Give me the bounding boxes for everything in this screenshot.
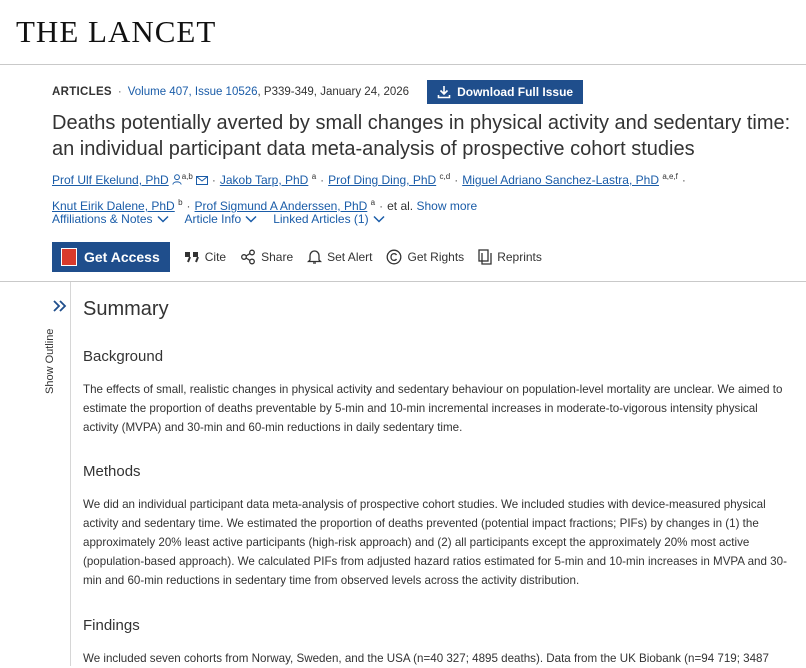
author-link[interactable]: Jakob Tarp, PhD — [219, 173, 309, 187]
get-access-label: Get Access — [84, 249, 160, 265]
cite-label: Cite — [204, 250, 227, 264]
findings-text: We included seven cohorts from Norway, Sweden, and the USA (n=40 327; 4895 deaths). Data from the UK Biobank (n=94 719; 3487 — [83, 652, 769, 665]
reprints-icon — [478, 249, 492, 265]
author-link[interactable]: Prof Sigmund A Anderssen, PhD — [194, 199, 368, 213]
show-outline-label[interactable]: Show Outline — [44, 328, 56, 394]
copyright-icon — [386, 249, 402, 265]
person-icon[interactable] — [172, 171, 182, 192]
author-separator: · — [320, 173, 325, 187]
abstract-panel — [70, 282, 806, 666]
chevron-down-icon — [245, 215, 257, 223]
chevron-down-icon — [373, 215, 385, 223]
get-access-button[interactable] — [52, 242, 170, 272]
article-info-toggle[interactable] — [185, 212, 258, 226]
reprints-button[interactable] — [478, 249, 542, 265]
author-separator: · — [211, 173, 216, 187]
volume-issue-link[interactable]: Volume 407, Issue 10526 — [127, 86, 258, 98]
set-alert-label: Set Alert — [327, 250, 373, 264]
author-separator: · — [379, 199, 384, 213]
download-full-issue-button[interactable] — [427, 80, 583, 104]
author-link[interactable]: Prof Ulf Ekelund, PhD — [52, 173, 169, 187]
lancet-logo[interactable]: THE LANCET — [16, 14, 217, 49]
email-icon[interactable] — [196, 171, 208, 192]
download-label: Download Full Issue — [457, 85, 574, 99]
methods-heading: Methods — [83, 463, 141, 480]
methods-text: We did an individual participant data meta-analysis of prospective cohort studies. We included studies with device-measured physical activity and sedentary time. We estimated the proportion of deaths prevented (potential impact fractions; PIFs) by changes in (1) the approximately 20% least active participants (high-risk approach) and (2) all participants except the approximately 20% most active (population-based approach). We calculated PIFs from adjusted hazard ratios estimated for 5-min and 10-min increases in MVPA and 30-min and 60-min reductions in sedentary time from observed levels across the activity distribution. — [83, 498, 787, 587]
pages-date: , P339-349, January 24, 2026 — [257, 86, 410, 98]
background-heading: Background — [83, 348, 164, 365]
linked-articles-toggle[interactable] — [273, 212, 384, 226]
share-button[interactable] — [240, 249, 293, 265]
background-text: The effects of small, realistic changes in physical activity and sedentary behaviour on population-level mortality are unclear. We aimed to estimate the proportion of deaths preventable by 5-min and 10-min incremental increases in moderate-to-vigorous intensity physical activity (MVPA) and 30-min and 60-min reductions in daily sedentary time. — [83, 383, 783, 434]
findings-heading: Findings — [83, 617, 140, 634]
double-chevron-right-icon[interactable] — [52, 298, 68, 314]
author-link[interactable]: Prof Ding Ding, PhD — [328, 173, 437, 187]
authors-etal: et al. — [387, 199, 414, 213]
quote-icon — [184, 251, 200, 263]
reprints-label: Reprints — [497, 250, 542, 264]
share-label: Share — [261, 250, 294, 264]
pdf-icon — [61, 248, 77, 266]
cite-button[interactable] — [184, 250, 226, 264]
article-meta — [52, 80, 583, 104]
summary-heading: Summary — [83, 298, 169, 320]
linked-articles-label: Linked Articles (1) — [273, 212, 369, 226]
author-separator: · — [454, 173, 459, 187]
author-link[interactable]: Miguel Adriano Sanchez-Lastra, PhD — [462, 173, 659, 187]
affiliation-sup: a — [370, 198, 376, 207]
affiliation-sup: a — [311, 172, 317, 181]
article-info-label: Article Info — [184, 212, 242, 226]
author-list — [52, 166, 792, 217]
meta-separator: · — [117, 86, 122, 98]
get-rights-button[interactable] — [386, 249, 464, 265]
affiliation-sup: a,e,f — [662, 172, 678, 181]
affiliations-notes-toggle[interactable] — [52, 212, 169, 226]
author-separator: · — [186, 199, 191, 213]
download-icon — [437, 85, 451, 99]
affiliation-sup: c,d — [439, 172, 451, 181]
author-link[interactable]: Knut Eirik Dalene, PhD — [52, 199, 175, 213]
article-title: Deaths potentially averted by small changes in physical activity and sedentary time: an individual participant data meta-analysis of prospective cohort studies — [52, 112, 791, 160]
show-more-link[interactable]: Show more — [416, 199, 478, 213]
article-info-links — [52, 212, 401, 226]
article-type: ARTICLES — [52, 86, 112, 98]
affiliation-sup: b — [178, 198, 183, 207]
affiliation-sup: a,b — [181, 172, 193, 181]
set-alert-button[interactable] — [307, 249, 372, 265]
author-separator: · — [681, 173, 686, 187]
chevron-down-icon — [157, 215, 169, 223]
affiliations-notes-label: Affiliations & Notes — [52, 212, 153, 226]
share-icon — [240, 249, 256, 265]
bell-icon — [307, 249, 322, 265]
get-rights-label: Get Rights — [407, 250, 465, 264]
article-actions — [52, 242, 556, 272]
masthead — [0, 0, 806, 65]
